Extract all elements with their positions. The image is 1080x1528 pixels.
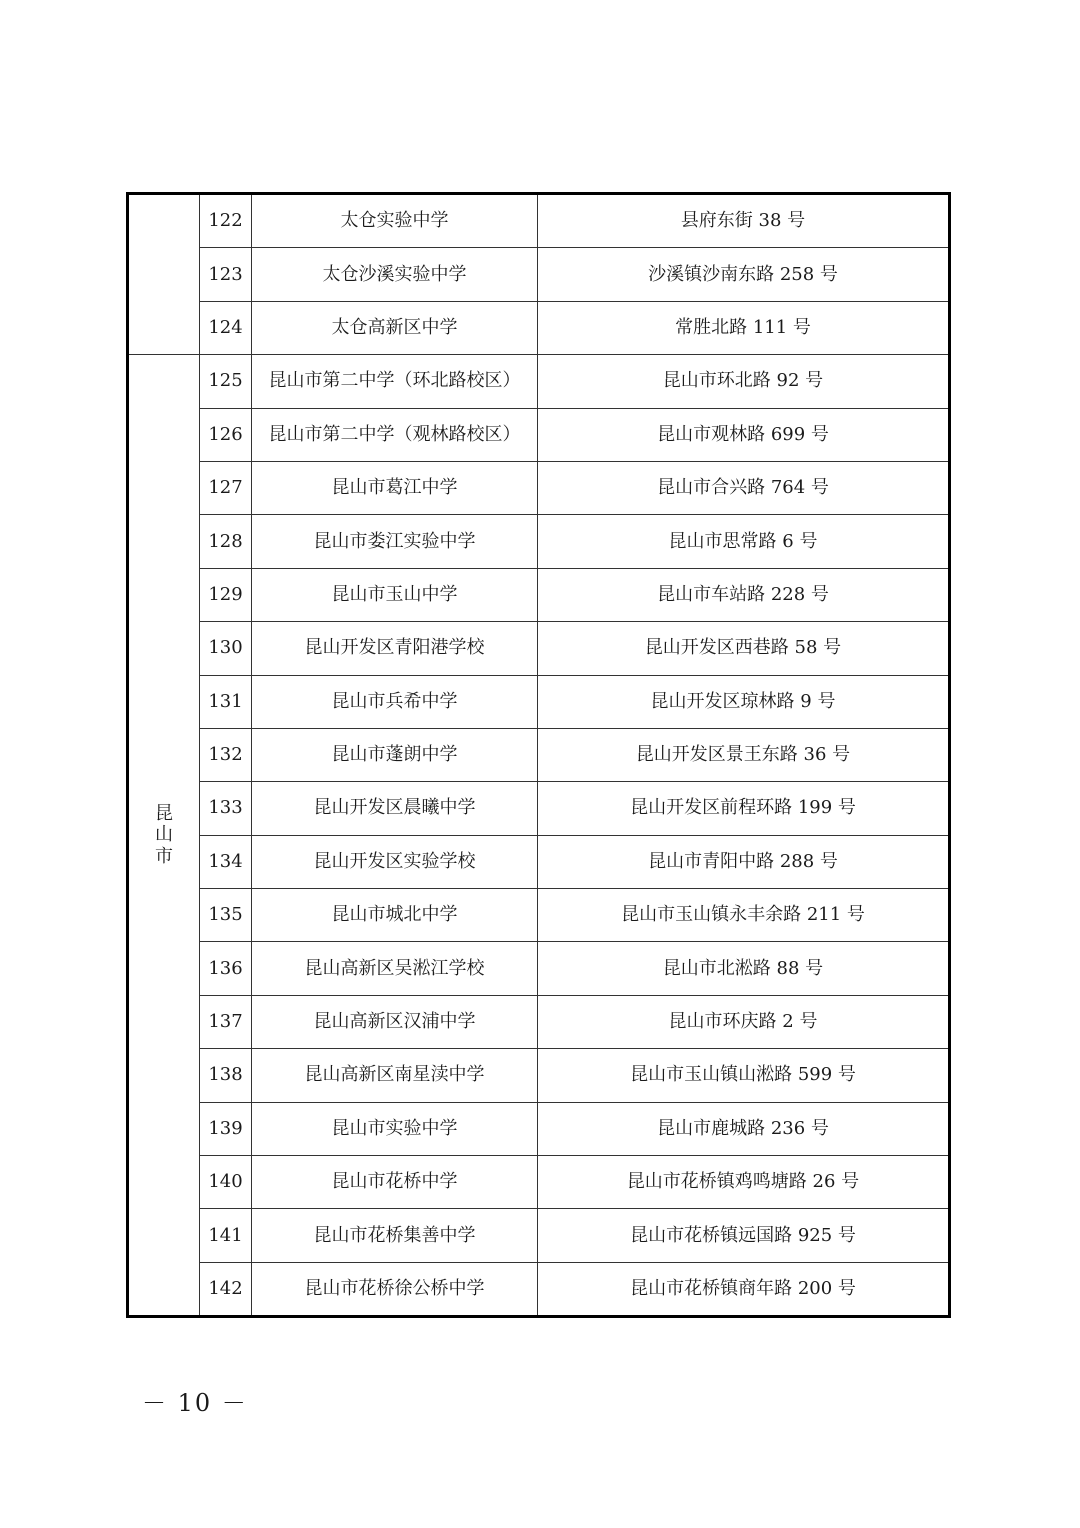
table-row [128, 942, 950, 995]
table-row [128, 515, 950, 568]
row-number: 138 [200, 1049, 252, 1102]
school-address: 昆山市环北路 92 号 [538, 355, 950, 408]
school-name: 昆山市蓬朗中学 [252, 728, 538, 781]
school-name: 昆山市实验中学 [252, 1102, 538, 1155]
school-address: 昆山市花桥镇商年路 200 号 [538, 1262, 950, 1316]
school-address: 昆山市观林路 699 号 [538, 408, 950, 461]
school-name: 昆山开发区晨曦中学 [252, 782, 538, 835]
school-name: 昆山市花桥徐公桥中学 [252, 1262, 538, 1316]
school-address: 县府东街 38 号 [538, 194, 950, 248]
row-number: 131 [200, 675, 252, 728]
school-address: 昆山市鹿城路 236 号 [538, 1102, 950, 1155]
row-number: 126 [200, 408, 252, 461]
row-number: 130 [200, 622, 252, 675]
table-row [128, 782, 950, 835]
school-address: 沙溪镇沙南东路 258 号 [538, 248, 950, 301]
school-name: 太仓沙溪实验中学 [252, 248, 538, 301]
table-row [128, 194, 950, 248]
school-address: 昆山市花桥镇鸡鸣塘路 26 号 [538, 1156, 950, 1209]
school-name: 昆山高新区汉浦中学 [252, 995, 538, 1048]
row-number: 137 [200, 995, 252, 1048]
row-number: 133 [200, 782, 252, 835]
region-cell [128, 355, 200, 1317]
table-row [128, 995, 950, 1048]
page-number: － 10 － [142, 1389, 248, 1417]
row-number: 136 [200, 942, 252, 995]
school-address: 昆山开发区西巷路 58 号 [538, 622, 950, 675]
row-number: 128 [200, 515, 252, 568]
school-name: 昆山市葛江中学 [252, 461, 538, 514]
school-address: 昆山市环庆路 2 号 [538, 995, 950, 1048]
school-address: 昆山开发区前程环路 199 号 [538, 782, 950, 835]
school-name: 昆山市兵希中学 [252, 675, 538, 728]
school-address-table [126, 192, 951, 1318]
school-address: 昆山市青阳中路 288 号 [538, 835, 950, 888]
table-row [128, 889, 950, 942]
table-row [128, 1156, 950, 1209]
table-row [128, 835, 950, 888]
row-number: 140 [200, 1156, 252, 1209]
table-row [128, 1102, 950, 1155]
school-address: 昆山市花桥镇远国路 925 号 [538, 1209, 950, 1262]
school-name: 昆山开发区实验学校 [252, 835, 538, 888]
row-number: 135 [200, 889, 252, 942]
school-name: 昆山高新区南星渎中学 [252, 1049, 538, 1102]
row-number: 127 [200, 461, 252, 514]
school-address: 昆山开发区景王东路 36 号 [538, 728, 950, 781]
school-address: 昆山市玉山镇永丰余路 211 号 [538, 889, 950, 942]
school-name: 昆山市城北中学 [252, 889, 538, 942]
school-name: 昆山开发区青阳港学校 [252, 622, 538, 675]
school-name: 太仓实验中学 [252, 194, 538, 248]
table-row [128, 355, 950, 408]
school-name: 昆山市娄江实验中学 [252, 515, 538, 568]
school-name: 昆山市花桥中学 [252, 1156, 538, 1209]
school-name: 昆山市第二中学（观林路校区） [252, 408, 538, 461]
school-address: 昆山市车站路 228 号 [538, 568, 950, 621]
table-row [128, 1209, 950, 1262]
table-row [128, 1262, 950, 1316]
region-label: 昆山市 [155, 802, 173, 867]
table-row [128, 675, 950, 728]
school-address: 昆山市思常路 6 号 [538, 515, 950, 568]
row-number: 129 [200, 568, 252, 621]
table-row [128, 248, 950, 301]
row-number: 125 [200, 355, 252, 408]
school-address: 昆山市玉山镇山淞路 599 号 [538, 1049, 950, 1102]
school-address: 昆山市北淞路 88 号 [538, 942, 950, 995]
row-number: 122 [200, 194, 252, 248]
school-name: 昆山市第二中学（环北路校区） [252, 355, 538, 408]
school-name: 昆山市玉山中学 [252, 568, 538, 621]
school-name: 昆山高新区吴淞江学校 [252, 942, 538, 995]
school-address: 昆山开发区琼林路 9 号 [538, 675, 950, 728]
school-address: 常胜北路 111 号 [538, 301, 950, 354]
table-row [128, 728, 950, 781]
row-number: 134 [200, 835, 252, 888]
table-row [128, 622, 950, 675]
row-number: 123 [200, 248, 252, 301]
row-number: 141 [200, 1209, 252, 1262]
school-address: 昆山市合兴路 764 号 [538, 461, 950, 514]
table-row [128, 568, 950, 621]
row-number: 124 [200, 301, 252, 354]
school-name: 昆山市花桥集善中学 [252, 1209, 538, 1262]
table-row [128, 301, 950, 354]
row-number: 142 [200, 1262, 252, 1316]
table-row [128, 1049, 950, 1102]
row-number: 139 [200, 1102, 252, 1155]
row-number: 132 [200, 728, 252, 781]
table-row [128, 461, 950, 514]
school-name: 太仓高新区中学 [252, 301, 538, 354]
table-row [128, 408, 950, 461]
region-cell [128, 194, 200, 355]
